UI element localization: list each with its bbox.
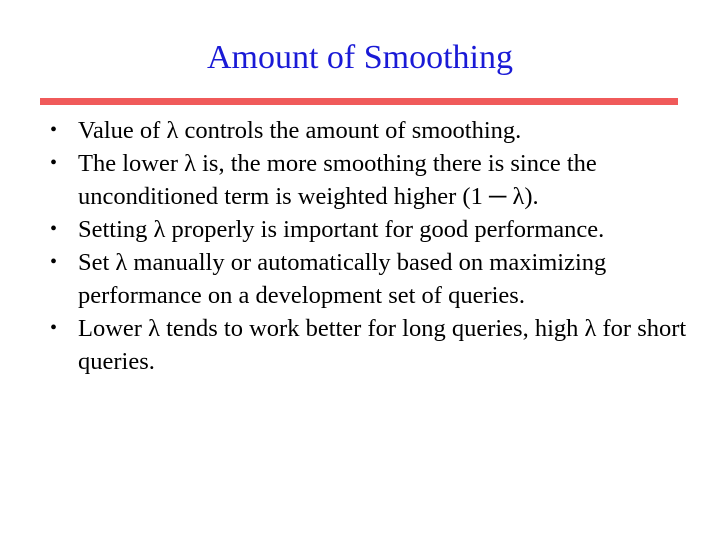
bullet-list bbox=[50, 114, 700, 378]
bullet-dot-icon: • bbox=[50, 317, 58, 339]
bullet-dot-icon: • bbox=[50, 251, 58, 273]
bullet-text: Setting λ properly is important for good performance. bbox=[78, 216, 605, 243]
bullet-dot-icon: • bbox=[50, 152, 58, 174]
bullet-item bbox=[50, 312, 700, 378]
bullet-text: Value of λ controls the amount of smoothing. bbox=[78, 117, 522, 144]
bullet-dot-icon: • bbox=[50, 119, 58, 141]
bullet-text: The lower λ is, the more smoothing there is since the unconditioned term is weighted higher (1 ─ λ). bbox=[78, 150, 597, 210]
slide-title: Amount of Smoothing bbox=[206, 39, 514, 76]
bullet-item bbox=[50, 147, 700, 213]
bullet-item bbox=[50, 114, 700, 147]
title-divider bbox=[40, 98, 678, 105]
bullet-dot-icon: • bbox=[50, 218, 58, 240]
bullet-text: Set λ manually or automatically based on maximizing performance on a development set of queries. bbox=[78, 249, 607, 309]
bullet-text: Lower λ tends to work better for long queries, high λ for short queries. bbox=[78, 315, 687, 375]
bullet-item bbox=[50, 213, 700, 246]
bullet-item bbox=[50, 246, 700, 312]
